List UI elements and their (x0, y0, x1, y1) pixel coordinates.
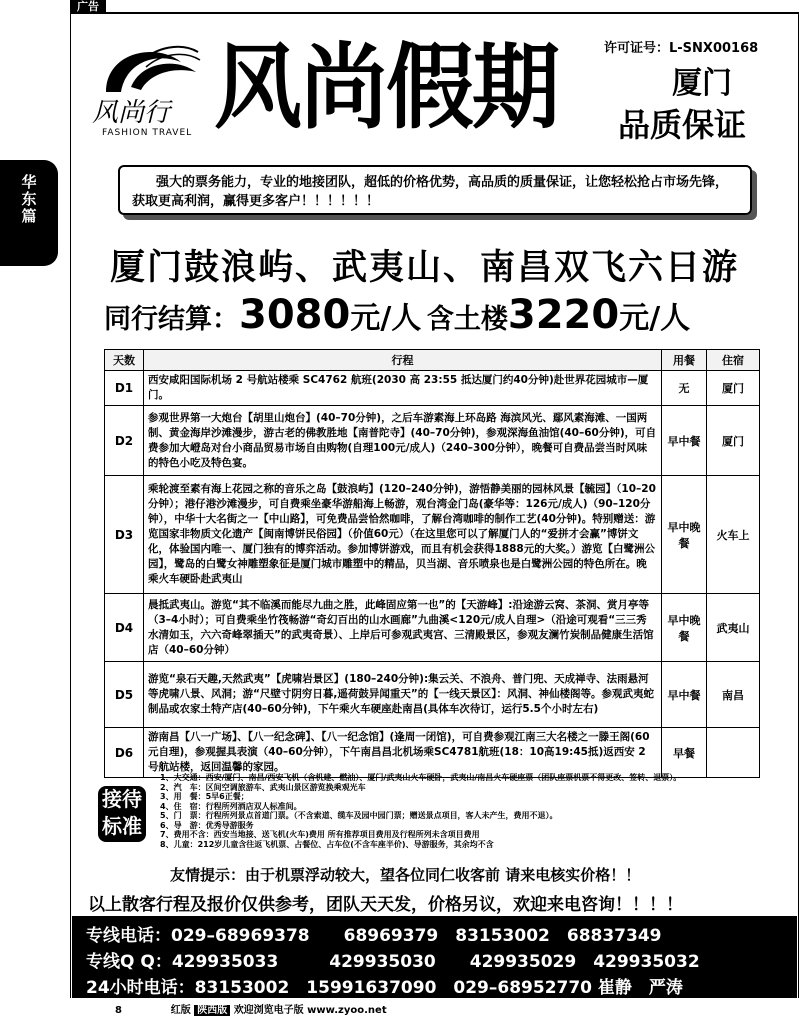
license-number: 许可证号：L-SNX00168 (604, 41, 759, 56)
desc-cell: 参观世界第一大炮台【胡里山炮台】(40–70分钟)，之后车游素海上环岛路 海滨风光、鄢风素海滩、一国两制、黄金海岸沙滩漫步，游古老的佛教胜地【南普陀寺】(40–70分钟)，参观深海鱼油馆(40–60分钟)，可自费参加大嶝岛对台小商品贸易市场自由购物(自理100元/成人)（240–300分钟），晚餐可自费品尝当时风味的特色小吃及特色宴。 (144, 406, 662, 476)
table-row (105, 371, 760, 406)
desc-cell: 晨抵武夷山。游览“其不临溪而能尽九曲之胜，此峰固应第一也”的【天游峰】:沿途游云窝、茶洞、赏月亭等（3–4小时）；可自费乘坐竹筏畅游“奇幻百出的山水画廊”九曲溪<120元/成人自理>（沿途可观看“三三秀水清如玉，六六奇峰翠插天”的武夷奇景）、上岸后可参观武夷宫、三清殿景区，参观友澜竹炭制品健康生活馆店（40–60分钟） (144, 594, 662, 662)
ad-tag: 广告 (70, 0, 106, 14)
price-unit-base: 元/人 (350, 301, 422, 336)
price-unit-tulou: 元/人 (619, 301, 691, 336)
desc-cell: 乘轮渡至素有海上花园之称的音乐之岛【鼓浪屿】(120–240分钟)，游悟静美丽的园林风景【毓园】（10–20分钟）；港仔港沙滩漫步，可自费乘坐豪华游船海上畅游，观台湾金门岛(豪华等：126元/成人)（90–120分钟），中华十大名街之一【中山路】，可免费品尝恰然咖啡，了解台湾咖啡的制作工艺(40分钟)。特别赠送：游览国家非物质文化遗产【闽南博饼民俗园】（价值60元）（在这里您可以了解厦门人的“爱拼才会赢”博饼文化，体验国内唯一、厦门独有的博弈活动。参加博饼游戏，而且有机会获得1888元的大奖。）游览【白鹭洲公园】，鹭岛的白鹭女神雕塑象征是厦门城市雕塑中的精品，贝当湖、音乐喷泉也是白鹭洲公园的特色所在。晚乘火车硬卧赴武夷山 (144, 476, 662, 594)
stay-cell: 武夷山 (707, 594, 760, 662)
city-label: 厦门 (672, 66, 732, 101)
itinerary-table (104, 349, 760, 778)
note-item: 6、导 游：优秀导游服务 (160, 820, 254, 830)
note-item: 5、门 票：行程所列景点首道门票。（不含索道、缆车及园中园门票；赠送景点项目，客人未产生，费用不退）。 (160, 811, 558, 820)
intro-box: 强大的票务能力，专业的地接团队，超低的价格优势，高品质的质量保证，让您轻松抢占市场先锋，获取更高利润，赢得更多客户！！！！！！ (118, 165, 752, 215)
contact-qq: 专线Q Q：429935033 429935030 429935029 429935032 (86, 952, 700, 972)
stay-cell: 厦门 (707, 406, 760, 476)
header-day: 天数 (105, 350, 144, 371)
table-row (105, 728, 760, 778)
day-cell: D6 (105, 728, 144, 778)
logo-tagline: FASHION TRAVEL (102, 128, 193, 138)
table-row (105, 662, 760, 728)
contact-phone: 专线电话：029–68969378 68969379 83153002 68837349 (86, 926, 662, 946)
meal-cell: 无 (662, 371, 707, 406)
meal-cell: 早餐 (662, 728, 707, 778)
contact-block (72, 916, 797, 998)
logo (86, 32, 208, 142)
desc-cell: 游南昌【八一广场】、【八一纪念碑】、【八一纪念馆】(逢周一闭馆)，可自费参观江南三大名楼之一滕王阁(60元自理)，参观握具表演（40–60分钟），下午南昌昌北机场乘SC4781航班(18：10高19:45抵)返西安 2 号航站楼，返回温馨的家园。 (144, 728, 662, 778)
note-item: 8、儿童：212岁儿童含往返飞机票、占餐位、占车位(不含车座半价)、导游服务，其余均不含 (160, 839, 494, 849)
closing-line: 以上散客行程及报价仅供参考，团队天天发，价格另议，欢迎来电咨询！！！！ (88, 895, 683, 915)
meal-cell: 早中晚餐 (662, 476, 707, 594)
day-cell: D2 (105, 406, 144, 476)
desc-cell: 游览“泉石天趣,天然武夷”【虎啸岩景区】(180–240分钟):集云关、不浪舟、普门兜、天成禅寺、法雨悬河等虎啸八景、风洞；游“尺壁寸阴穷日暮,遥荷鼓异闻重天”的【一线天景区】：风洞、神仙楼阁等。参观武夷蛇制品或农家土特产店(40–60分钟)，下午乘火车硬座赴南昌(具体车次待订，运行5.5个小时左右) (144, 662, 662, 728)
note-item: 2、汽 车：区间空调旅游车、武夷山景区游览换乘观光车 (160, 782, 366, 792)
quality-label: 品质保证 (618, 106, 747, 144)
standard-notes (160, 773, 780, 849)
contact-24h: 24小时电话：83153002 15991637090 029–68952770 崔静 严涛 (86, 978, 683, 998)
section-tab (0, 160, 58, 266)
header-stay: 住宿 (707, 350, 760, 371)
stay-cell: 南昌 (707, 662, 760, 728)
price-value-tulou: 3220 (507, 292, 620, 338)
edition-badge: 陕西版 (194, 1005, 230, 1016)
section-tab-label: 华东篇 (19, 174, 38, 225)
price-row (104, 292, 690, 342)
stay-cell (707, 728, 760, 778)
note-item: 3、用 餐：5早6正餐； (160, 792, 249, 801)
day-cell: D5 (105, 662, 144, 728)
header-itinerary: 行程 (144, 350, 662, 371)
table-row (105, 476, 760, 594)
table-header-row (105, 350, 760, 371)
brand-title: 风尚假期 (214, 33, 559, 142)
price-value-base: 3080 (239, 292, 351, 338)
desc-cell: 西安咸阳国际机场 2 号航站楼乘 SC4762 航班(2030 高 23:55 抵达厦门约40分钟)赴世界花园城市—厦门。 (144, 371, 662, 406)
meal-cell: 早中餐 (662, 406, 707, 476)
footer-url[interactable]: 欢迎浏览电子版 www.zyoo.net (233, 1005, 387, 1016)
edition-label: 红版 (170, 1005, 191, 1016)
stay-cell: 火车上 (707, 476, 760, 594)
meal-cell: 早中餐 (662, 662, 707, 728)
price-label-peer: 同行结算： (104, 304, 239, 335)
day-cell: D3 (105, 476, 144, 594)
note-item: 7、费用不含：西安当地接、送飞机(火车)费用 所有推荐项目费用及行程所列未含项目费用 (160, 830, 480, 839)
logo-script: 风尚行 (92, 98, 171, 128)
footer (115, 1001, 387, 1016)
day-cell: D1 (105, 371, 144, 406)
price-label-tulou: 含土楼 (426, 304, 508, 335)
note-item: 1、大交通：西安/厦门、南昌/西安飞机（含机建、燃油）、厦门/武夷山火车硬卧，武夷山/南昌火车硬座票（团队座票机票不得更改、签转、退票）。 (160, 773, 682, 782)
friendly-tip: 友情提示：由于机票浮动较大，望各位同仁收客前 请来电核实价格！！ (170, 866, 641, 884)
meal-cell: 早中晚餐 (662, 594, 707, 662)
stay-cell: 厦门 (707, 371, 760, 406)
day-cell: D4 (105, 594, 144, 662)
note-item: 4、住 宿：行程所列酒店双人标准间。 (160, 801, 302, 811)
header-meal: 用餐 (662, 350, 707, 371)
table-row (105, 594, 760, 662)
table-row (105, 406, 760, 476)
page-number: 8 (115, 1005, 122, 1016)
reception-standard-badge: 接待标准 (98, 786, 146, 842)
trip-title: 厦门鼓浪屿、武夷山、南昌双飞六日游 (110, 247, 740, 288)
